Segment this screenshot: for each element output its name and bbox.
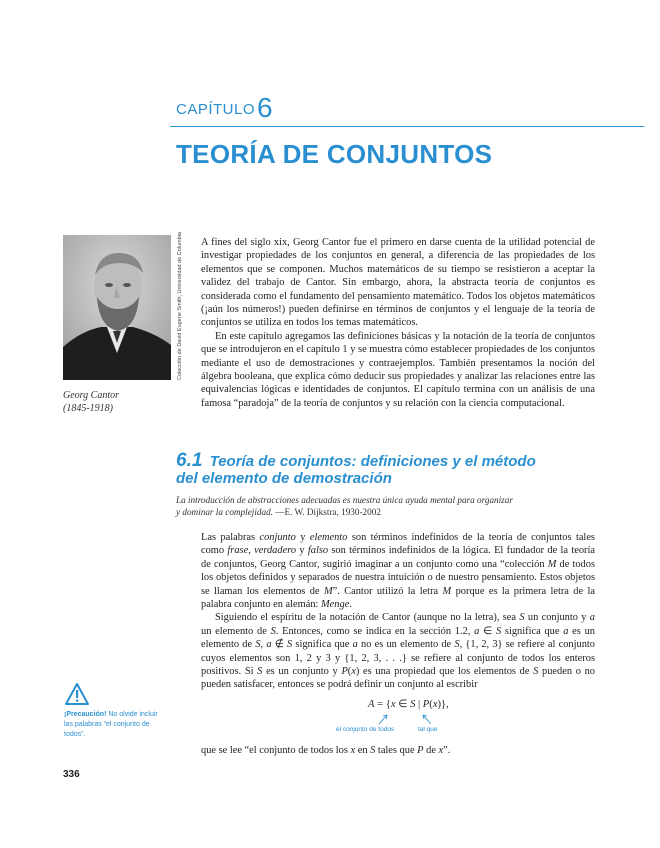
caption-name: Georg Cantor — [63, 390, 120, 401]
formula-annotation-left: el conjunto de todos — [336, 726, 395, 733]
set-builder-formula: A = {x ∈ S | P(x)}, — [368, 699, 449, 710]
arrow-up-left-icon — [423, 715, 431, 724]
formula-arrows — [335, 712, 475, 726]
photo-caption — [63, 389, 119, 415]
section-title-line2: del elemento de demostración — [176, 470, 392, 487]
page-number: 336 — [63, 769, 80, 780]
caution-text: No olvide incluir las palabras “el conjunto de todos”. — [64, 711, 158, 738]
chapter-rule — [170, 126, 644, 127]
intro-text — [201, 236, 595, 410]
intro-paragraph: En este capítulo agregamos las definiciones básicas y la notación de la teoría de conjuntos que se introdujeron en el capítulo 1 y se muestra cómo establecer propiedades de los conjuntos mediante el uso de demostraciones y contraejemplos. También presentamos la noción del álgebra booleana, que explica cómo deducir sus propiedades y analizar las relaciones entre las equivalencias lógicas e identidades de conjuntos. El capítulo termina con un análisis de una famosa “paradoja” de la teoría de conjuntos y su relación con la ciencia computacional. — [201, 330, 595, 409]
body-paragraph-1: Las palabras conjunto y elemento son términos indefinidos de la teoría de conjuntos tales como frase, verdadero y falso son términos indefinidos de la lógica. El fundador de la teoría de conjuntos, Georg Cantor, sugirió imaginar a un conjunto como una “colección M de todos los objetos definidos y separados de nuestra intuición o de nuestro pensamiento. Estos objetos se llaman los elementos de M”. Cantor utilizó la letra M porque es la primera letra de la palabra conjunto en alemán: Menge. — [201, 532, 596, 611]
chapter-title: TEORÍA DE CONJUNTOS — [176, 139, 493, 169]
epigraph-quote-line1: La introducción de abstracciones adecuadas es nuestra única ayuda mental para organizar — [176, 495, 513, 505]
photo-credit-text: Colección de David Eugene Smith, Universidad de Columbia — [177, 232, 183, 380]
formula-annotation-right: tal que — [418, 726, 438, 733]
arrow-up-right-icon — [379, 715, 387, 724]
chapter-label-text: CAPÍTULO — [176, 101, 256, 118]
photo-credit — [172, 232, 186, 380]
warning-icon — [64, 682, 90, 706]
section-number: 6.1 — [176, 450, 203, 471]
chapter-label — [176, 92, 273, 124]
epigraph-author: —E. W. Dijkstra, 1930-2002 — [272, 507, 381, 517]
portrait-photo — [63, 235, 171, 380]
epigraph-quote-line2: y dominar la complejidad. — [176, 507, 273, 517]
epigraph — [176, 494, 596, 518]
body-text — [201, 531, 595, 692]
caution-label: ¡Precaución! — [64, 711, 107, 718]
section-title-line1: Teoría de conjuntos: definiciones y el método — [209, 453, 536, 470]
section-heading — [176, 452, 616, 487]
body-paragraph-2: Siguiendo el espíritu de la notación de Cantor (aunque no la letra), sea S un conjunto y a un elemento de S. Entonces, como se indica en la sección 1.2, a ∈ S significa que a es un elemento de S, a ∉ S significa que a no es un elemento de S, {1, 2, 3} se refiere al conjunto cuyos elementos son 1, 2 y 3 y {1, 2, 3, . . .} se refiere al conjunto de todos los enteros positivos. Si S es un conjunto y P(x) es una propiedad que los elementos de S pueden o no pueden satisfacer, entonces se podrá definir un conjunto al escribir — [201, 612, 596, 691]
intro-paragraph: A fines del siglo xix, Georg Cantor fue el primero en darse cuenta de la utilidad potencial de investigar propiedades de los conjuntos en general, a diferencia de las propiedades de los elementos que se componen. Muchos matemáticos de su tiempo se resistieron a aceptar la validez del trabajo de Cantor. Sin embargo, ahora, la abstracta teoría de conjuntos es considerada como el fundamento del pensamiento matemático. Todos los objetos matemáticos (¡aún los números!) pueden definirse en términos de conjuntos y el lenguaje de la teoría de conjuntos se utiliza en todos los temas matemáticos. — [201, 237, 595, 329]
caution-note — [64, 710, 164, 740]
chapter-number: 6 — [257, 92, 274, 123]
caption-years: (1845-1918) — [63, 403, 113, 414]
formula-reading: que se lee “el conjunto de todos los x en S tales que P de x”. — [201, 745, 451, 756]
